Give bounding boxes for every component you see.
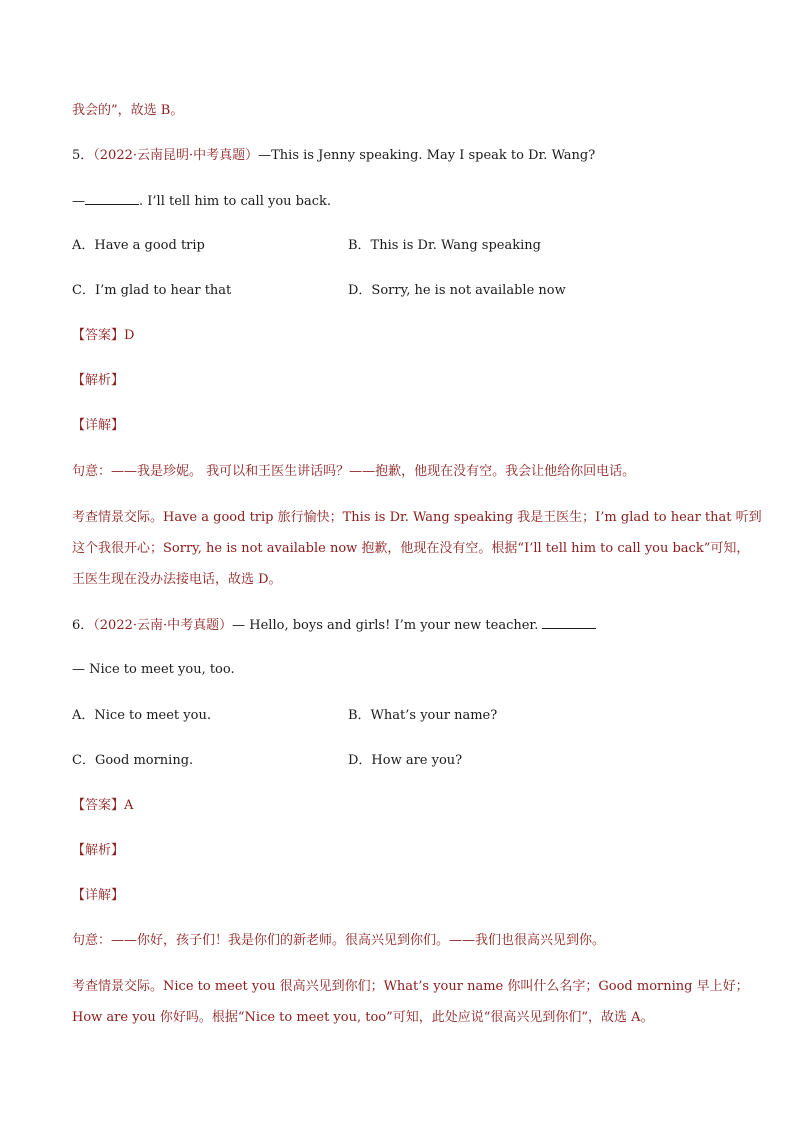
question-6-detail-label: 【详解】 [72,888,125,903]
question-6-explanation-line-2: How are you 你好吗。根据“Nice to meet you, too”可知，此处应说“很高兴见到你们”，故选 A。 [72,1010,654,1025]
question-5-explanation-line-1: 考查情景交际。Have a good trip 旅行愉快；This is Dr. Wang speaking 我是王医生；I’m glad to hear that 听到 [72,510,762,525]
reply-dash: — [72,194,85,209]
question-6-reply: — Nice to meet you, too. [72,662,235,677]
question-5-explanation-line-2: 这个我很开心；Sorry, he is not available now 抱歉，他现在没有空。根据“I’ll tell him to call you back”可知， [72,541,750,556]
previous-explanation-tail: 我会的”，故选 B。 [72,103,184,118]
question-6-answer [72,797,133,815]
answer-label: 【答案】 [72,328,125,343]
question-6-meaning: 句意：——你好，孩子们！我是你们的新老师。很高兴见到你们。——我们也很高兴见到你。 [72,933,606,948]
question-5-number: 5． [72,148,94,163]
question-5-answer [72,327,134,345]
question-5-option-d: D．Sorry, he is not available now [348,283,566,298]
question-6-source: （2022·云南·中考真题） [93,618,233,633]
question-5-detail-label: 【详解】 [72,418,125,433]
answer-blank [542,616,596,629]
answer-blank [85,192,139,205]
answer-label: 【答案】 [72,798,125,813]
reply-text: . I’ll tell him to call you back. [139,194,332,209]
question-5-option-a: A．Have a good trip [72,238,205,253]
question-6-option-a: A．Nice to meet you. [72,708,211,723]
answer-value: A [124,798,134,813]
question-5-analysis-label: 【解析】 [72,373,125,388]
question-6-option-c: C．Good morning. [72,753,194,768]
question-6-option-b: B．What’s your name? [348,708,498,723]
question-5-source: （2022·云南昆明·中考真题） [93,148,259,163]
question-5-option-b: B．This is Dr. Wang speaking [348,238,541,253]
question-5-option-c: C．I’m glad to hear that [72,283,232,298]
question-5-text: —This is Jenny speaking. May I speak to Dr. Wang? [258,148,596,163]
question-6-analysis-label: 【解析】 [72,843,125,858]
answer-value: D [124,328,135,343]
question-5-explanation-line-3: 王医生现在没办法接电话，故选 D。 [72,572,282,587]
question-5-stem [72,147,595,165]
question-6-explanation-line-1: 考查情景交际。Nice to meet you 很高兴见到你们；What’s your name 你叫什么名字；Good morning 早上好； [72,979,749,994]
question-5-meaning: 句意：——我是珍妮。 我可以和王医生讲话吗？——抱歉，他现在没有空。我会让他给你回电话。 [72,464,636,479]
question-5-reply [72,192,331,211]
question-6-stem [72,616,596,635]
question-6-option-d: D．How are you? [348,753,463,768]
question-6-text: — Hello, boys and girls! I’m your new teacher. [232,618,539,633]
question-6-number: 6． [72,618,94,633]
